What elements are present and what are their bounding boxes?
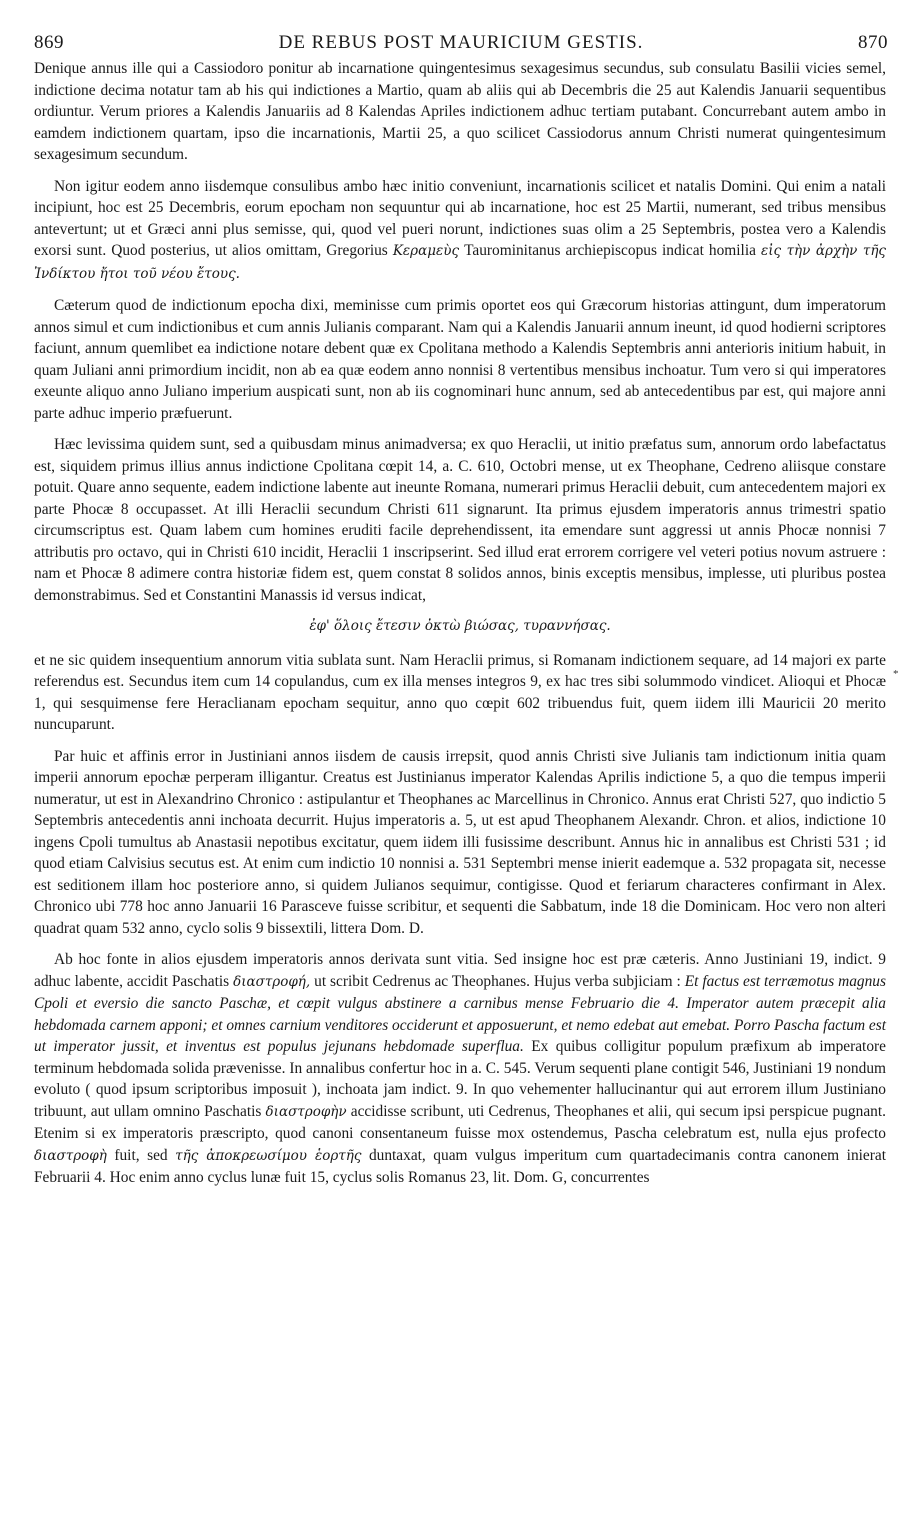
paragraph-7-text-d: accidisse scribunt, uti Cedrenus, Theophanes et alii, qui secum ipsi perspicue pugnant. Etenim si ex imperatoris præscripto, quod canoni consentaneum fuisse mox ostendemus, Pascha celebratum est, nulla ejus profecto — [34, 1102, 886, 1142]
paragraph-4 — [34, 434, 886, 606]
greek-phrase-apokreosimou: τῆς ἀποκρεωσίμου ἑορτῆς — [175, 1147, 362, 1164]
paragraph-2 — [34, 176, 886, 286]
paragraph-7-text-a: Ab hoc fonte in alios ejusdem imperatoris annos derivata sunt vitia. Sed insigne hoc est præ cæteris. Anno Justiniani 19, indict. 9 adhuc labente, accidit Paschatis — [34, 951, 886, 990]
paragraph-7 — [34, 949, 886, 1189]
paragraph-2-text-a: Non igitur eodem anno iisdemque consulibus ambo hæc initio conveniunt, incarnationis scilicet et natalis Domini. Qui enim a natali incipiunt, hoc est 25 Decembris, eorum epocham non sequuntur qui ab incarnatione, hoc est 25 Martii, numerant, sed tribus mensibus antevertunt; ut et Græci anni plus semisse, qui, quod vel pueri norunt, indictiones suas olim a 25 Septembris, postea vero a Kalendis exorsi sunt. Quod posterius, ut alios omittam, Gregorius — [34, 177, 886, 259]
greek-word-diastrophen: διαστροφὴν — [265, 1103, 347, 1120]
paragraph-7-text-b: ut scribit Cedrenus ac Theophanes. Hujus verba subjiciam : — [314, 972, 681, 990]
greek-verse-quotation: ἐφ' ὅλοις ἔτεσιν ὀκτὼ βιώσας, τυραννήσας. — [309, 618, 611, 634]
paragraph-7-text-e: fuit, sed — [114, 1146, 168, 1164]
paragraph-3 — [34, 295, 886, 424]
main-text — [34, 58, 886, 1199]
greek-word-kerameus: Κεραμεὺς — [392, 243, 460, 259]
paragraph-5-text: et ne sic quidem insequentium annorum vitia sublata sunt. Nam Heraclii primus, si Romanam indictionem sequare, ad 14 majori ex parte referendus est. Secundus item cum 14 copulandus, cum ex illa menses integros 9, ex hac tres sibi solummodo vindicet. Alioqui et Phocæ 1, qui sesquimense fere Heraclianam epocham sequitur, anno quo cœpit 602 tribuendus fuit, quem iidem illi Mauricii 20 merito nuncuparunt. — [34, 651, 886, 733]
paragraph-7-text-c: Ex quibus colligitur populum præfixum ab imperatore terminum hebdomada solida prævenisse. In annalibus confertur hoc in a. C. 545. Verum sequenti plane contigit 546, Justiniani 19 nondum evoluto ( quod ipsum scriptoribus imposuit ), inchoata jam indict. 9. In quo vehementer hallucinantur qui aut errorem illum Justiniano tribuunt, aut ullam omnino Paschatis — [34, 1038, 886, 1120]
paragraph-3-text: Cæterum quod de indictionum epocha dixi, meminisse cum primis oportet eos qui Græcorum historias attingunt, dum imperatorum annos simul et cum indictionibus et cum annis Julianis comparant. Nam qui a Kalendis Januarii annum ineunt, id quod hodierni scriptores faciunt, annum quemlibet ea indictione notare debent quæ ex Cpolitana methodo a Kalendis Septembris anni anterioris initium habuit, in quam Juliani anni primordium incidit, non ab ea quæ eodem anno nonnisi 8 vertentibus mensibus inchoatur. Tum vero si qui imperatores exeunte aliquo anno Juliano imperium auspicati sunt, non ab iis cognominari hunc annum, sed ab antecedentibus par est, qui majore anni parte adhuc imperio præfuerunt. — [34, 297, 886, 422]
running-title: DE REBUS POST MAURICIUM GESTIS. — [278, 32, 644, 53]
paragraph-1 — [34, 58, 886, 166]
greek-word-diastrophe-2: διαστροφὴ — [34, 1147, 107, 1164]
paragraph-1-text: Denique annus ille qui a Cassiodoro ponitur ab incarnatione quingentesimus sexagesimus secundus, sub consulatu Basilii vicies semel, indictione decima notatur tam ab his qui indictiones a Martio, quam ab aliis qui ab Decembris die 25 aut Kalendis Januarii sequentibus ordiuntur. Verum priores a Kalendis Januariis ad 8 Kalendas Apriles indictionem adhuc tertiam putabant. Concurrebant autem ambo in eamdem indictionem quartam, ipso die incarnationis, Martii 25, a quo scilicet Cassiodorus annum Christi numerat quingentesimum sexagesimum secundum. — [34, 60, 886, 163]
paragraph-2-text-b: Taurominitanus archiepiscopus indicat homilia — [464, 242, 756, 259]
page-number-left: 869 — [34, 32, 64, 53]
margin-note-mark: * — [893, 668, 899, 680]
paragraph-5 — [34, 650, 886, 736]
page-header — [34, 32, 888, 58]
greek-phrase-indiction: εἰς τὴν ἀρχὴν τῆς Ἰνδίκτου ἤτοι τοῦ νέου ἔτους. — [34, 243, 886, 282]
page-number-right: 870 — [858, 32, 888, 53]
paragraph-6 — [34, 746, 886, 940]
italic-quotation-cedrenus: Et factus est terræmotus magnus Cpoli et eversio die sancto Paschæ, et cœpit vulgus abstinere a carnibus mense Februario die 4. Imperator autem præcepit alia hebdomada carnem apponi; et omnes carnium venditores occiderunt et apposuerunt, et nemo edebat aut emebat. Porro Pascha factum est ut imperator jussit, et inventus est populus jejunans hebdomade superflua. — [34, 972, 887, 1055]
paragraph-7-text-f: duntaxat, quam vulgus imperitum cum quartadecimanis contra canonem inierat Februarii 4. Hoc enim anno cyclus lunæ fuit 15, cyclus solis Romanus 23, lit. Dom. G, concurrentes — [34, 1146, 886, 1186]
paragraph-6-text: Par huic et affinis error in Justiniani annos iisdem de causis irrepsit, quod annis Christi sive Julianis tam indictionum initia quam imperii annorum epochæ perperam illigantur. Creatus est Justinianus imperator Kalendas Aprilis indictione 5, a quo die tempus imperii numeratur, ut est in Alexandrino Chronico : astipulantur et Theophanes ac Marcellinus in Chronico. Annus erat Christi 527, quo indictio 5 Septembris antecedentis anni inchoata decurrit. Hujus imperatoris a. 5, ut est apud Theophanem Alexandr. Chron. et alios, indictione 10 ingens Cpoli tumultus ab Anastasii nepotibus excitatur, quem iidem illi fusissime describunt. Annus hic in annalibus est Christi 531 ; id quod etiam Calvisius secutus est. At enim cum indictio 10 nonnisi a. 531 Septembri mense inierit eademque a. 532 propagata sit, necesse est seditionem illam hoc posteriore anno, si quidem Julianos sequimur, contigisse. Quod et feriarum characteres confirmant in Alex. Chronico ubi 778 hoc anno Januarii 16 Parasceve fuisse scribitur, et sequenti die Sabbatum, inde 18 die Dominicam. Hoc vero non alteri quadrat quam 532 anno, cyclo solis 9 bissextili, littera Dom. D. — [34, 747, 886, 937]
paragraph-4-text: Hæc levissima quidem sunt, sed a quibusdam minus animadversa; ex quo Heraclii, ut initio præfatus sum, annorum ordo labefactatus est, siquidem primus illius annus indictione Cpolitana cœpit 14, a. C. 610, Octobri mense, ut ex Theophane, Cedreno aliisque constare potuit. Quare anno sequente, eadem indictione labente aut ineunte Romana, numerari primus Heraclii debuit, cum antecedentem majori ex parte Phocæ 8 occupasset. At illi Heraclii secundum Christi 611 signarunt. Ita primus ejusdem imperatoris annus trimestri spatio circumscriptus est. Quam labem cum homines eruditi facile deprehendissent, ita emendare sunt aggressi ut annis Phocæ nonnisi 7 attributis pro octavo, qui in Christi 610 incidit, Heraclii 1 inscripserint. Sed illud erat errorem corrigere vel veteri potius novum astruere : nam et Phocæ 8 adimere contra historiæ fidem est, quem constat 8 solidos annos, binis exceptis mensibus, implesse, uti pluribus postea demonstrabimus. Sed et Constantini Manassis id versus indicat, — [34, 436, 886, 604]
greek-word-diastrophe: διαστροφή, — [233, 973, 311, 990]
